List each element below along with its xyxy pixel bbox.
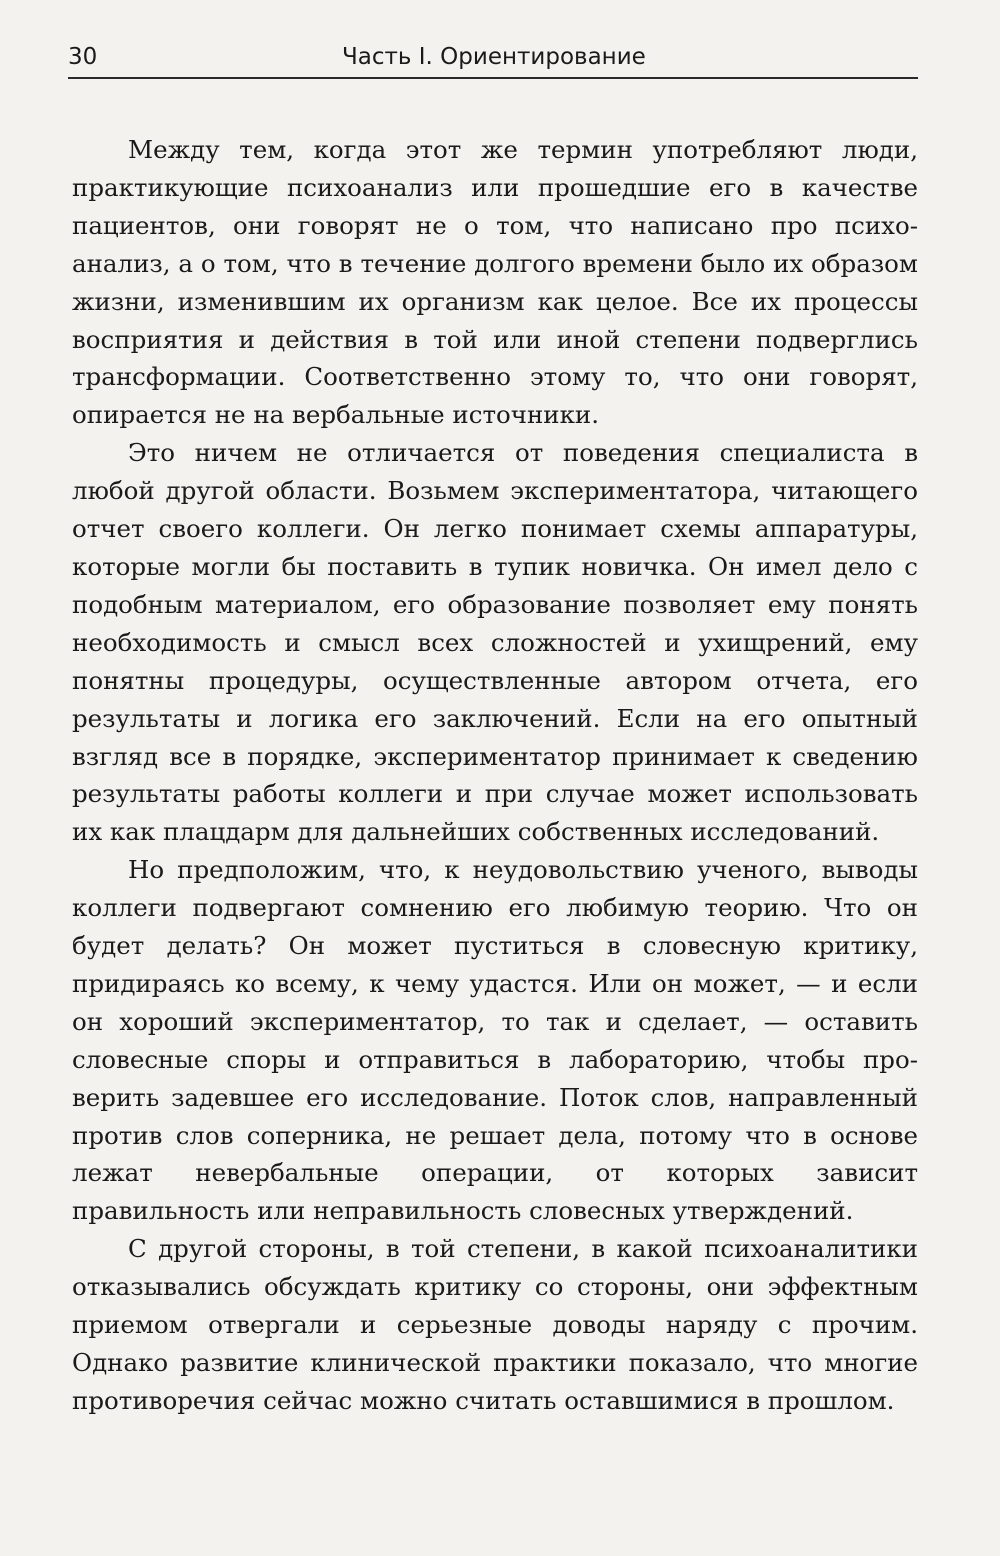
chapter-title: Часть I. Ориентирование <box>342 44 646 70</box>
header-rule <box>68 77 918 79</box>
paragraph: С другой стороны, в той степени, в какой психоаналитики отказывались обсуждать критику со стороны, они эффектным приемом отвергали и серьезные доводы наряду с прочим. Однако развитие клинической практики показало, что многие противоречия сейчас можно считать оставшимися в прошлом. <box>72 1234 918 1415</box>
running-head <box>68 40 918 74</box>
paragraph: Между тем, когда этот же термин употребляют люди, практикующие психоанализ или прошедшие его в качестве пациентов, они говорят не о том, что написано про психоанализ, а о том, что в течение долгого времени было их образом жизни, изменившим их организм как целое. Все их процессы восприятия и действия в той или иной степени подверглись трансформации. Соответственно этому то, что они говорят, опирается не на вербальные источники. <box>72 135 918 430</box>
paragraph: Это ничем не отличается от поведения специалиста в любой другой области. Возьмем экспериментатора, читающего отчет своего коллеги. Он легко понимает схемы аппаратуры, которые могли бы поставить в тупик новичка. Он имел дело с подобным материалом, его образование позволяет ему понять необходимость и смысл всех сложностей и ухищрений, ему понятны процедуры, осуществленные автором отчета, его результаты и логика его заключений. Если на его опытный взгляд все в порядке, экспериментатор принимает к сведению результаты работы коллеги и при случае может использовать их как плацдарм для дальнейших собственных исследований. <box>72 438 918 847</box>
page-number: 30 <box>68 44 98 70</box>
body-text <box>72 131 918 1420</box>
paragraph: Но предположим, что, к неудовольствию ученого, выводы коллеги подвергают сомнению его любимую теорию. Что он будет делать? Он может пуститься в словесную критику, придираясь ко всему, к чему удастся. Или он может, — и если он хороший экспериментатор, то так и сделает, — оставить словесные споры и отправиться в лабораторию, чтобы проверить задевшее его исследование. Поток слов, направленный против слов соперника, не решает дела, потому что в основе лежат невербальные операции, от которых зависит правильность или неправильность словесных утверждений. <box>72 855 918 1226</box>
